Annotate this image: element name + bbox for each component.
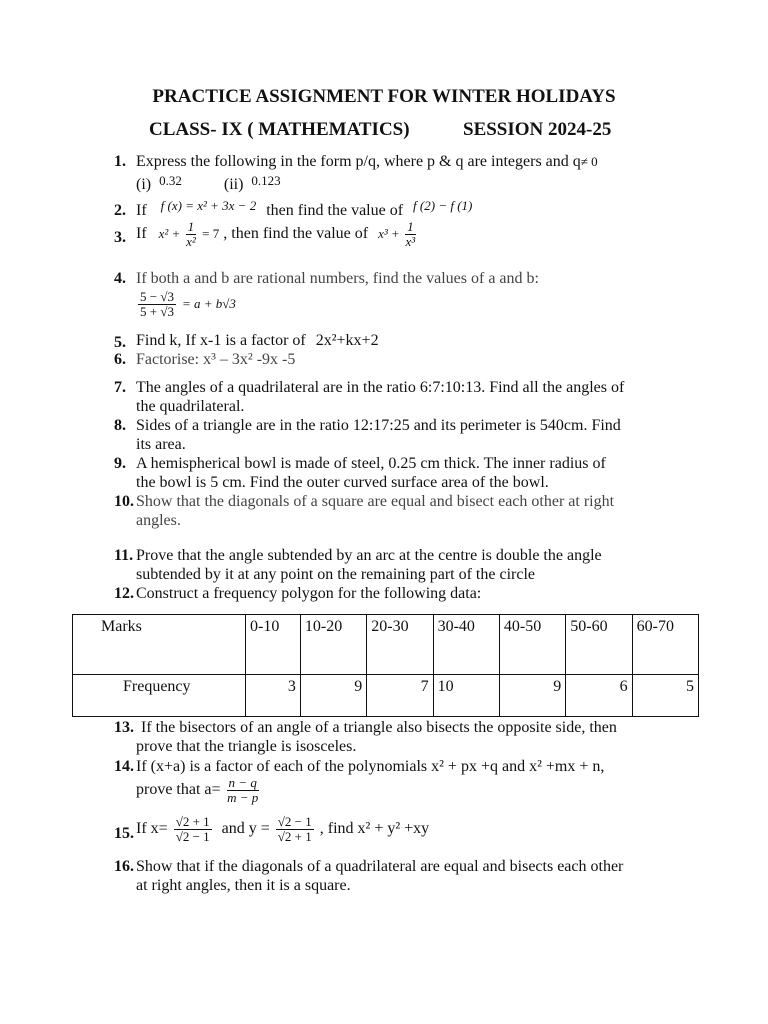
q16-line2: at right angles, then it is a square. [136, 877, 351, 894]
q-number: 6. [114, 351, 126, 368]
q11-line2: subtended by it at any point on the remaining part of the circle [136, 566, 535, 583]
q12-text: Construct a frequency polygon for the following data: [136, 585, 482, 602]
q14-line1: If (x+a) is a factor of each of the polynomials x² + px +q and x² +mx + n, [136, 758, 605, 775]
q4-equation: $\frac{5 - √3}{5 + √3}$ = a + b√3 [140, 289, 236, 319]
q9-line2: the bowl is 5 cm. Find the outer curved surface area of the bowl. [136, 474, 549, 491]
q-number: 3. [114, 229, 126, 246]
table-cell: 30-40 [433, 615, 499, 675]
q-number: 1. [114, 153, 126, 170]
table-cell: 9 [499, 675, 565, 717]
table-cell: 7 [367, 675, 433, 717]
table-cell: 0-10 [246, 615, 301, 675]
q5-text: Find k, If x-1 is a factor of 2x²+kx+2 [136, 332, 379, 349]
q-number: 2. [114, 202, 126, 219]
q16-line1: Show that if the diagonals of a quadrilateral are equal and bisects each other [136, 858, 624, 875]
table-cell: 10-20 [300, 615, 366, 675]
table-cell: 5 [632, 675, 698, 717]
q7-line2: the quadrilateral. [136, 398, 245, 415]
table-row [73, 615, 699, 675]
table-cell: 40-50 [499, 615, 565, 675]
table-cell: 3 [246, 675, 301, 717]
class-line: CLASS- IX ( MATHEMATICS) [149, 119, 410, 140]
fraction: $\frac{√2 - 1}{√2 + 1}$ [277, 814, 312, 844]
q14-line2: prove that a= $\frac{n - q}{m - p}$ [136, 775, 259, 805]
q11-line1: Prove that the angle subtended by an arc at the centre is double the angle [136, 547, 602, 564]
q4-text: If both a and b are rational numbers, find the values of a and b: [136, 270, 539, 287]
q10-line2: angles. [136, 512, 181, 529]
fraction: $\frac{n - q}{m - p}$ [227, 775, 259, 805]
q3-text: If x² + $\frac{1}{\text{x²}}$ = 7 , then find the value of x³ + $\frac{1}{\text{x³}}$ [136, 219, 416, 249]
table-cell: 6 [566, 675, 632, 717]
q-number: 11. [114, 547, 134, 564]
table-cell: 10 [433, 675, 499, 717]
q13-line2: prove that the triangle is isosceles. [136, 738, 357, 755]
table-cell: 60-70 [632, 615, 698, 675]
q-number: 14. [114, 758, 134, 775]
session-line: SESSION 2024-25 [463, 119, 612, 140]
table-cell: 20-30 [367, 615, 433, 675]
table-cell: Marks [73, 615, 246, 675]
q-number: 12. [114, 585, 134, 602]
q-number: 7. [114, 379, 126, 396]
fraction: $\frac{1}{\text{x³}}$ [405, 219, 416, 249]
q-number: 15. [114, 825, 134, 842]
frequency-table [72, 614, 699, 717]
q8-line2: its area. [136, 436, 186, 453]
q13-line1: If the bisectors of an angle of a triangle also bisects the opposite side, then [141, 719, 617, 736]
q6-text: Factorise: x³ – 3x² -9x -5 [136, 351, 296, 368]
q1-parts: (i) $^{0.32}$ (ii) $^{0.123}$ [136, 173, 281, 193]
q15-text: If x= $\frac{√2 + 1}{√2 - 1}$ and y = $\frac{√2 - 1}{√2 + 1}$ , find x² + y² +xy [136, 814, 430, 844]
q-number: 5. [114, 334, 126, 351]
q-number: 8. [114, 417, 126, 434]
fraction: $\frac{1}{\text{x²}}$ [186, 219, 196, 249]
q-number: 16. [114, 858, 134, 875]
fraction: $\frac{5 - √3}{5 + √3}$ [140, 289, 174, 319]
table-cell: Frequency [73, 675, 246, 717]
q8-line1: Sides of a triangle are in the ratio 12:17:25 and its perimeter is 540cm. Find [136, 417, 621, 434]
q10-line1: Show that the diagonals of a square are equal and bisect each other at right [136, 493, 615, 510]
q-number: 10. [114, 493, 134, 510]
q-number: 9. [114, 455, 126, 472]
q2-text: If $^{f (x) = x^2 + 3x - 2}$ then find the value of $^{f (2) - f (1)}$ [136, 198, 473, 219]
q-number: 13. [114, 719, 134, 736]
fraction: $\frac{√2 + 1}{√2 - 1}$ [175, 814, 210, 844]
q-number: 4. [114, 270, 126, 287]
q1-text: Express the following in the form p/q, where p & q are integers and q≠ 0 [136, 153, 598, 170]
table-cell: 9 [300, 675, 366, 717]
q9-line1: A hemispherical bowl is made of steel, 0.25 cm thick. The inner radius of [136, 455, 606, 472]
q7-line1: The angles of a quadrilateral are in the ratio 6:7:10:13. Find all the angles of [136, 379, 625, 396]
table-cell: 50-60 [566, 615, 632, 675]
page-title: PRACTICE ASSIGNMENT FOR WINTER HOLIDAYS [152, 86, 616, 107]
table-row [73, 675, 699, 717]
